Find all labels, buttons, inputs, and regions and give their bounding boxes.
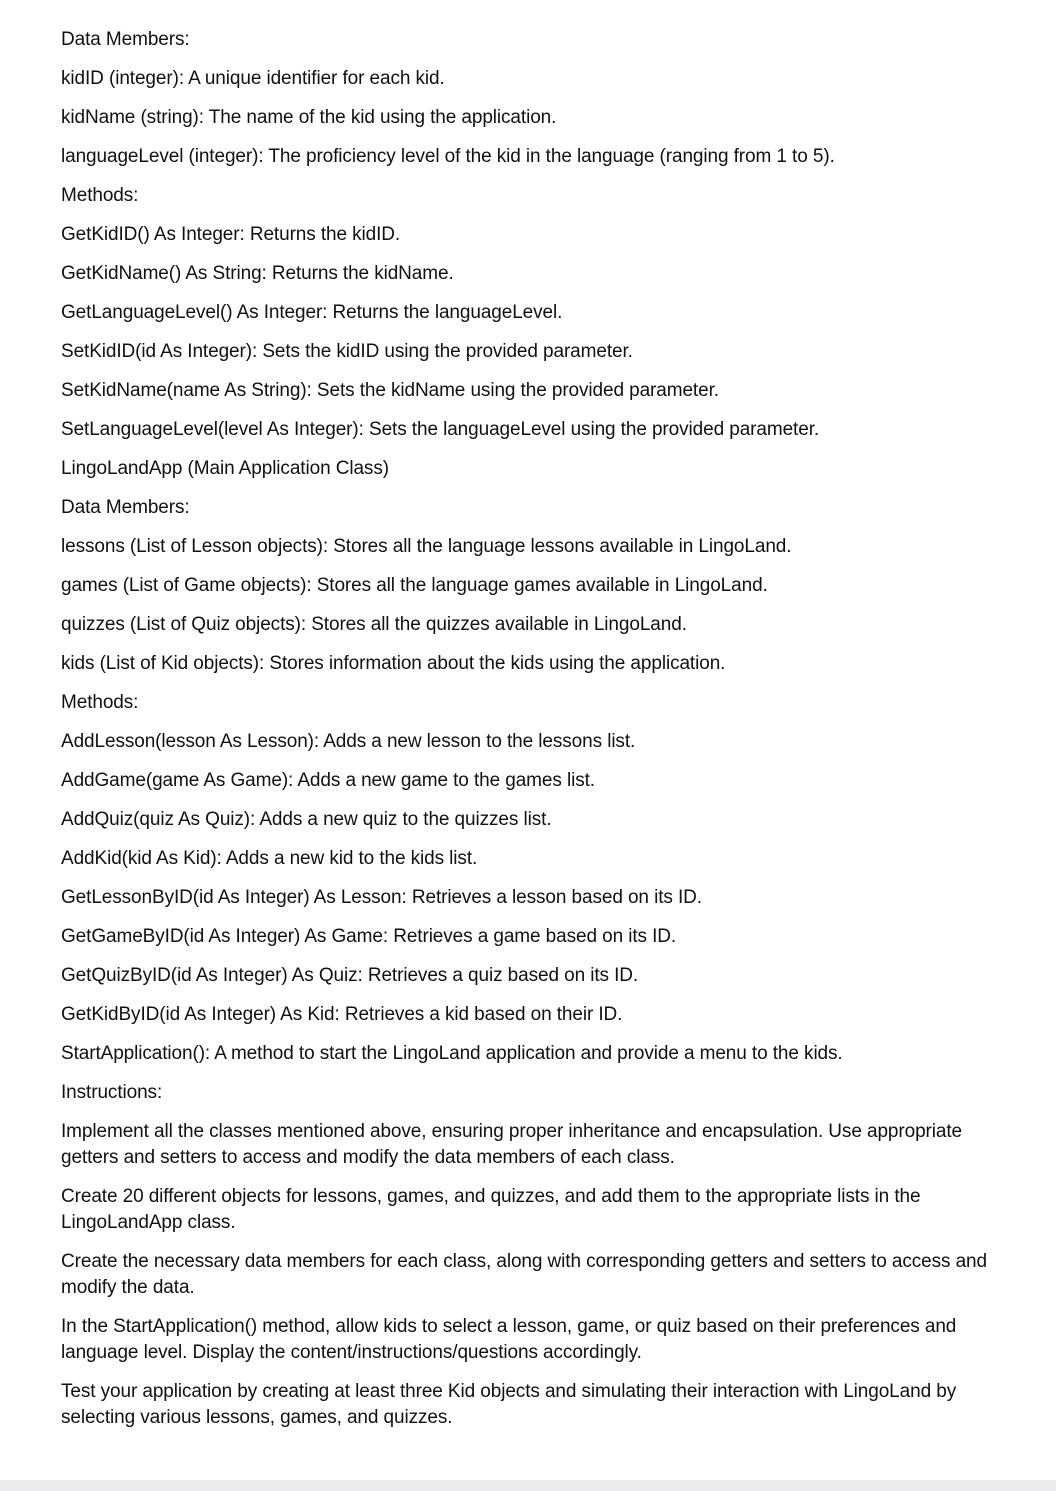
instruction-paragraph: Create 20 different objects for lessons, games, and quizzes, and add them to the appropriate lists in the LingoLandApp class.: [61, 1186, 921, 1233]
text-line: SetKidID(id As Integer): Sets the kidID using the provided parameter.: [61, 341, 633, 362]
text-line: SetKidName(name As String): Sets the kidName using the provided parameter.: [61, 380, 719, 401]
heading-data-members: Data Members:: [61, 29, 190, 50]
text-line: AddGame(game As Game): Adds a new game to the games list.: [61, 770, 595, 791]
text-line: AddQuiz(quiz As Quiz): Adds a new quiz to the quizzes list.: [61, 809, 552, 830]
text-line: kids (List of Kid objects): Stores information about the kids using the application.: [61, 653, 726, 674]
instruction-paragraph: In the StartApplication() method, allow kids to select a lesson, game, or quiz based on their preferences and language level. Display the content/instructions/questions accordingly.: [61, 1316, 957, 1363]
text-line: GetLessonByID(id As Integer) As Lesson: Retrieves a lesson based on its ID.: [61, 887, 702, 908]
heading-data-members: Data Members:: [61, 497, 190, 518]
text-line: quizzes (List of Quiz objects): Stores all the quizzes available in LingoLand.: [61, 614, 687, 635]
bottom-edge-bar: [0, 1480, 1056, 1491]
heading-methods: Methods:: [61, 692, 139, 713]
text-line: kidName (string): The name of the kid using the application.: [61, 107, 557, 128]
text-line: AddLesson(lesson As Lesson): Adds a new lesson to the lessons list.: [61, 731, 636, 752]
text-line: GetKidID() As Integer: Returns the kidID.: [61, 224, 401, 245]
text-line: GetGameByID(id As Integer) As Game: Retrieves a game based on its ID.: [61, 926, 677, 947]
text-line: games (List of Game objects): Stores all the language games available in LingoLand.: [61, 575, 768, 596]
document-content: [61, 27, 1021, 1444]
text-line: SetLanguageLevel(level As Integer): Sets the languageLevel using the provided parameter.: [61, 419, 820, 440]
instruction-paragraph: Implement all the classes mentioned above, ensuring proper inheritance and encapsulation. Use appropriate getters and setters to access and modify the data members of each class.: [61, 1121, 962, 1168]
instruction-paragraph: Test your application by creating at least three Kid objects and simulating their interaction with LingoLand by selecting various lessons, games, and quizzes.: [61, 1381, 957, 1428]
text-line: GetQuizByID(id As Integer) As Quiz: Retrieves a quiz based on its ID.: [61, 965, 639, 986]
heading-methods: Methods:: [61, 185, 139, 206]
text-line: GetKidByID(id As Integer) As Kid: Retrieves a kid based on their ID.: [61, 1004, 623, 1025]
text-line: StartApplication(): A method to start the LingoLand application and provide a menu to the kids.: [61, 1043, 843, 1064]
text-line: GetLanguageLevel() As Integer: Returns the languageLevel.: [61, 302, 563, 323]
heading-class-name: LingoLandApp (Main Application Class): [61, 458, 389, 479]
instruction-paragraph: Create the necessary data members for each class, along with corresponding getters and setters to access and modify the data.: [61, 1251, 987, 1298]
text-line: AddKid(kid As Kid): Adds a new kid to the kids list.: [61, 848, 478, 869]
text-line: GetKidName() As String: Returns the kidName.: [61, 263, 454, 284]
text-line: languageLevel (integer): The proficiency level of the kid in the language (ranging from 1 to 5).: [61, 146, 835, 167]
text-line: kidID (integer): A unique identifier for each kid.: [61, 68, 445, 89]
text-line: lessons (List of Lesson objects): Stores all the language lessons available in LingoLand.: [61, 536, 792, 557]
heading-instructions: Instructions:: [61, 1082, 163, 1103]
